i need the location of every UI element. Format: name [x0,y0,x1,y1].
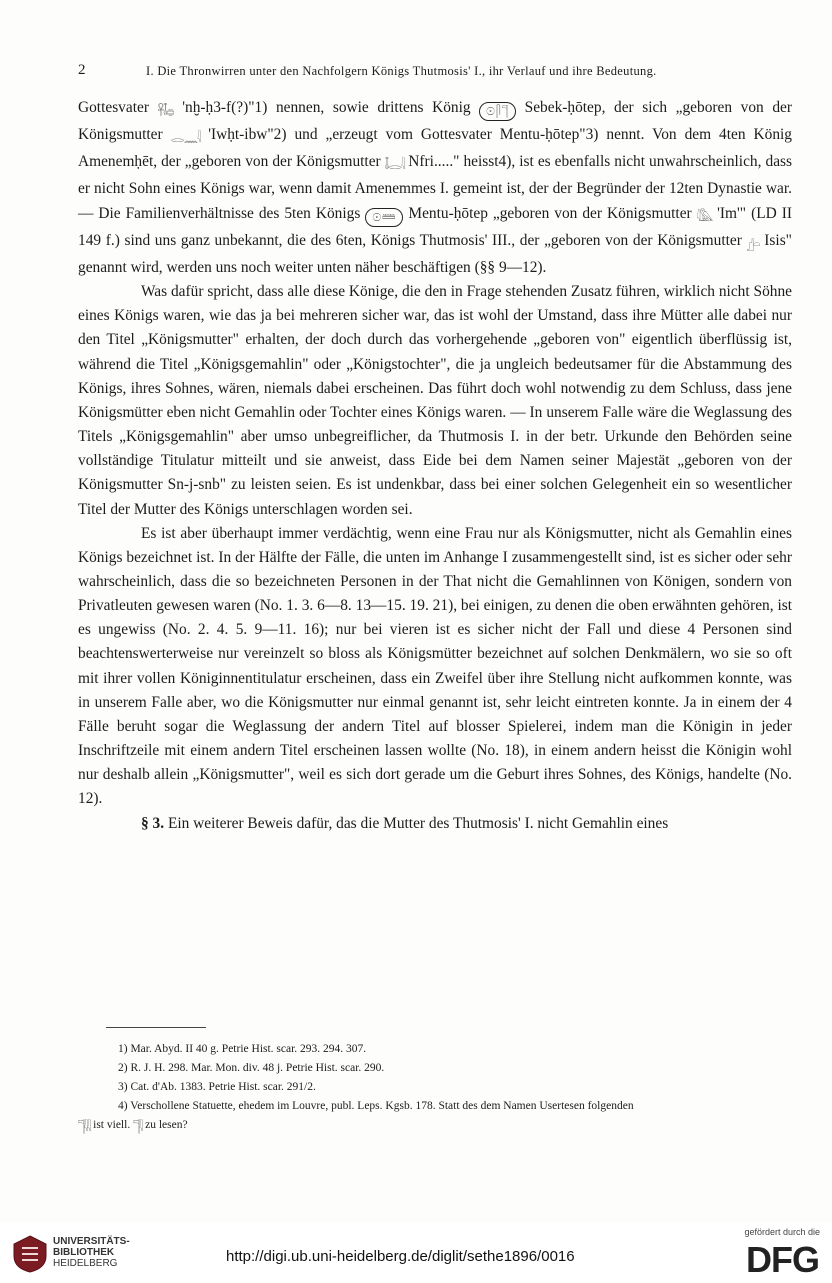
hieroglyph-group-icon: 𓄤𓂋𓇋 [384,158,405,173]
paragraph-4: § 3. Ein weiterer Beweis dafür, das die Mutter des Thutmosis' I. nicht Gemahlin eines [141,814,669,832]
section-marker: § 3. [141,814,165,832]
footnote-3: 3) Cat. d'Ab. 1383. Petrie Hist. scar. 291/2. [118,1081,316,1093]
paragraph-1: Gottesvater 𓋹𓄤𓐍 'nḫ-ḥ3-f(?)"1) nennen, sowie drittens König 𓇳𓋴𓊹 Sebek-ḥōtep, der sich „geboren von der Königsmutter 𓂋𓈖𓇋 'Iwḥt-ibw"2) und „erzeugt vom Gottesvater Mentu-ḥōtep"3) nennt. Von dem 4ten König Amenemḥēt, der „geboren von der Königsmutter 𓄤𓂋𓇋 Nfri....." heisst4), ist es ebenfalls nicht unwahrscheinlich, dass er nicht Sohn eines Königs war, wenn damit Amenemmes I. gemeint ist, der der Begründer der 12ten Dynastie war. — Die Familienverhältnisse des 5ten Königs 𓇳𓏠 Mentu-ḥōtep „geboren von der Königsmutter 𓇋𓅓 'Im'" (LD II 149 f.) sind uns ganz unbekannt, die des 6ten, Königs Thutmosis' III., der „geboren von der Königsmutter 𓊨𓏏 Isis" genannt wird, werden uns noch weiter unten näher beschäftigen (§§ 9—12). [78,99,792,276]
digitization-footer [0,1222,832,1283]
footnote-4-continuation: 𓊹𓇋𓇋 ist viell. 𓊹𓇋 zu lesen? [78,1116,792,1137]
footnote-4: 4) Verschollene Statuette, ehedem im Louvre, publ. Leps. Kgsb. 178. Statt des dem Namen Usertesen folgenden [118,1100,634,1112]
footnote-2: 2) R. J. H. 298. Mar. Mon. div. 48 j. Petrie Hist. scar. 290. [118,1062,385,1074]
hieroglyph-group-icon: 𓊹𓇋𓇋 [78,1120,91,1134]
hieroglyph-group-icon: 𓇋𓅓 [696,209,713,224]
paragraph-3: Es ist aber überhaupt immer verdächtig, wenn eine Frau nur als Königsmutter, nicht als Gemahlin eines Königs bezeichnet ist. In der Hälfte der Fälle, die unten im Anhange I zusammengestellt sind, ist es sicher oder sehr wahrscheinlich, dass die so bezeichneten Personen in der That nicht die Gemahlinnen von Königen, sondern von Privatleuten gewesen waren (No. 1. 3. 6—8. 13—15. 19. 21), bei einigen, zu denen die oben erwähnten gehören, ist es ungewiss (No. 2. 4. 5. 9—11. 16); nur bei vieren ist es sicher nicht der Fall und diese 4 Personen sind beachtenswerterweise nur vereinzelt so bloss als Königsmütter bezeichnet auf solchen Denkmälern, wo sie so oft mit ihrer vollen Königinnentitulatur erscheinen, dass ein Zweifel über ihre Stellung nicht aufkommen konnte, was in unserem Falle aber, wo die Königsmutter nur einmal genannt ist, sehr leicht eintreten konnte. Ja in einem der 4 Fälle beruht sogar die Weglassung der andern Titel auf blosser Spielerei, indem man die Königin in jeder Inschriftzeile mit einem andern Titel erscheinen lassen wollte (No. 18), in einem andern heisst die Königin wohl nur deshalb allein „Königsmutter", weil es sich dort gerade um die Geburt ihres Sohnes, des Königs, handelte (No. 12). [78,524,792,808]
library-name: UNIVERSITÄTS- BIBLIOTHEK HEIDELBERG [53,1236,130,1269]
hieroglyph-group-icon: 𓊹𓇋 [133,1120,143,1134]
paragraph-2: Was dafür spricht, dass alle diese Könige, die den in Frage stehenden Zusatz führen, wirklich nicht Söhne eines Königs waren, wie das ja bei mehreren sicher war, das ist wohl der Umstand, dass ihre Mütter alle dabei nur den Titel „Königsmutter" erhalten, der doch durch das vorhergehende „geboren von" eigentlich überflüssig ist, während die Titel „Königsgemahlin" oder „Königstochter", die ja ungleich bedeutsamer für die Abstammung des Königs, ihres Sohnes, wären, niemals dabei erscheinen. Das führt doch wohl notwendig zu dem Schluss, dass jene Königsmütter eben nicht Gemahlin oder Tochter eines Königs waren. — In unserem Falle wäre die Weglassung des Titels „Königsgemahlin" aber umso unbegreiflicher, da Thutmosis I. in der betr. Urkunde den Behörden seine vollständige Titulatur mitteilt und sie anweist, dass Eide bei dem Namen seiner Majestät „geboren von der Königsmutter Sn-j-snb" zu leisten seien. Es ist undenkbar, dass bei einer solchen Gelegenheit ein so wesentlicher Titel der Mutter des Königs unterschlagen worden sei. [78,283,792,518]
permalink[interactable]: http://digi.ub.uni-heidelberg.de/diglit/sethe1896/0016 [226,1248,575,1265]
hieroglyph-group-icon: 𓋹𓄤𓐍 [157,104,174,118]
hieroglyph-group-icon: 𓂋𓈖𓇋 [170,131,201,146]
main-text [78,96,792,836]
footnotes [78,1040,792,1137]
hieroglyph-group-icon: 𓊨𓏏 [746,236,760,251]
page-number: 2 [78,62,86,78]
cartouche-icon: 𓇳𓋴𓊹 [479,102,516,121]
university-seal-icon [12,1234,48,1274]
footnote-divider [106,1027,206,1028]
funding-note: gefördert durch die [744,1227,820,1237]
running-title: I. Die Thronwirren unter den Nachfolgern Königs Thutmosis' I., ihr Verlauf und ihre Bedeutung. [146,64,657,78]
dfg-logo: DFG [746,1239,819,1280]
cartouche-icon: 𓇳𓏠 [365,208,403,227]
footnote-1: 1) Mar. Abyd. II 40 g. Petrie Hist. scar. 293. 294. 307. [118,1043,367,1055]
